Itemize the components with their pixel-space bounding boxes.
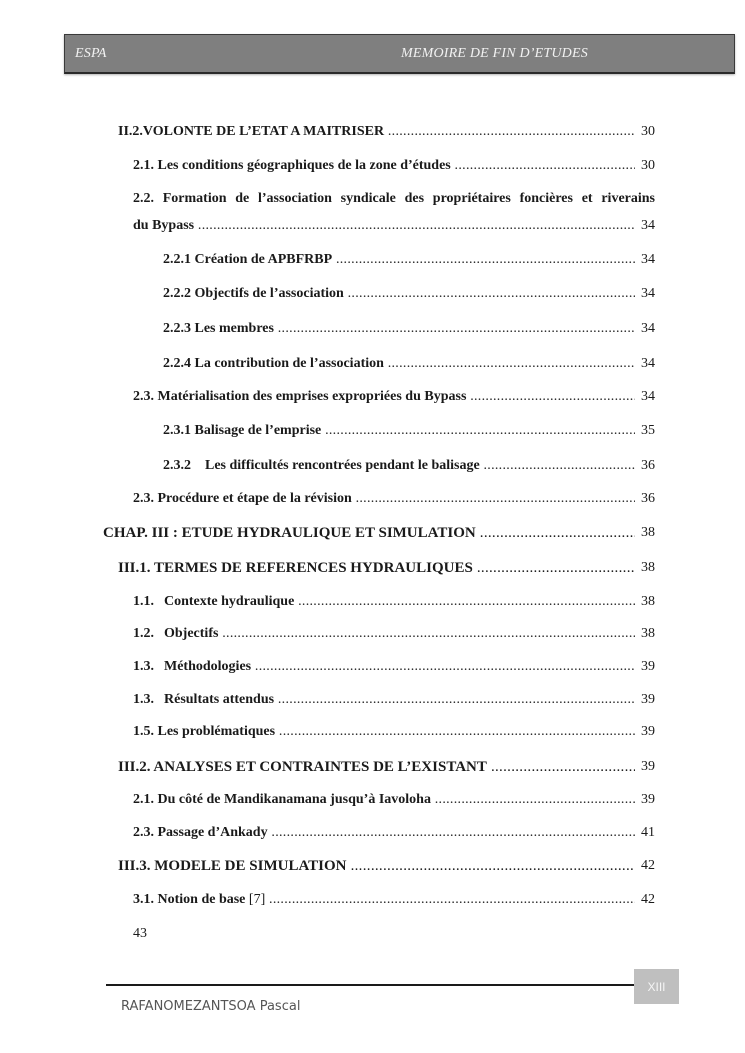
toc-entry[interactable] bbox=[133, 624, 655, 644]
toc-entry-label: 2.2.4 La contribution de l’association ..... bbox=[163, 354, 635, 374]
toc-entry-label: 2.3. Procédure et étape de la révision ..... bbox=[133, 489, 635, 509]
toc-entry[interactable] bbox=[118, 558, 655, 578]
footer-author: RAFANOMEZANTSOA Pascal bbox=[121, 999, 301, 1014]
toc-entry[interactable] bbox=[163, 421, 655, 441]
toc-entry-label: 2.2.2 Objectifs de l’association ..... bbox=[163, 284, 635, 304]
page-number-badge: XIII bbox=[634, 969, 679, 1004]
toc-entry-number: 1.1. bbox=[133, 594, 154, 609]
toc-entry-page: 38 bbox=[641, 626, 655, 641]
toc-entry[interactable] bbox=[103, 523, 655, 543]
toc-entry[interactable] bbox=[163, 250, 655, 270]
toc-entry[interactable] bbox=[163, 284, 655, 304]
toc-entry-label: du Bypass ..... bbox=[133, 216, 635, 236]
toc-entry[interactable] bbox=[133, 489, 655, 509]
toc-entry[interactable] bbox=[133, 890, 655, 910]
toc-entry-page: 38 bbox=[641, 525, 655, 540]
toc-entry[interactable] bbox=[163, 456, 655, 476]
toc-entry[interactable] bbox=[133, 387, 655, 407]
toc-entry-label: Contexte hydraulique bbox=[164, 594, 295, 609]
toc-entry-page: 41 bbox=[641, 825, 655, 840]
toc-entry[interactable] bbox=[133, 823, 655, 843]
toc-entry-page: 38 bbox=[641, 560, 655, 575]
toc-entry[interactable] bbox=[133, 690, 655, 710]
toc-entry-page: 42 bbox=[641, 858, 655, 873]
toc-entry-page: 39 bbox=[641, 659, 655, 674]
toc-entry-label: 2.2.3 Les membres ..... bbox=[163, 319, 635, 339]
page-header bbox=[64, 34, 735, 74]
toc-entry-number: 1.2. bbox=[133, 626, 154, 641]
toc-entry-number: 2.3.2 bbox=[163, 458, 191, 473]
toc-entry[interactable] bbox=[133, 216, 655, 236]
toc-entry-label: II.2.VOLONTE DE L’ETAT A MAITRISER ..... bbox=[118, 122, 635, 142]
toc-entry-label: III.1. TERMES DE REFERENCES HYDRAULIQUES ..... bbox=[118, 558, 635, 578]
toc-entry-page: 34 bbox=[641, 218, 655, 233]
toc-entry-number: 1.3. bbox=[133, 659, 154, 674]
toc-entry-page: 39 bbox=[641, 792, 655, 807]
toc-entry-label: III.2. ANALYSES ET CONTRAINTES DE L’EXISTANT ..... bbox=[118, 757, 635, 777]
toc-entry-label: III.3. MODELE DE SIMULATION ..... bbox=[118, 856, 635, 876]
toc-entry-page: 38 bbox=[641, 594, 655, 609]
toc-entry-page: 34 bbox=[641, 252, 655, 267]
toc-entry-page: 34 bbox=[641, 286, 655, 301]
toc-entry-page: 34 bbox=[641, 321, 655, 336]
toc-entry[interactable] bbox=[133, 156, 655, 176]
toc-entry-label: Objectifs bbox=[164, 626, 219, 641]
trailing-page-number: 43 bbox=[133, 926, 147, 941]
toc-entry-label: Méthodologies bbox=[164, 659, 252, 674]
toc-entry[interactable] bbox=[133, 722, 655, 742]
toc-entry-label: CHAP. III : ETUDE HYDRAULIQUE ET SIMULATION ..... bbox=[103, 523, 635, 543]
toc-entry-label: 3.1. Notion de base bbox=[133, 892, 246, 907]
toc-entry[interactable] bbox=[133, 592, 655, 612]
toc-entry-label: 2.3. Passage d’Ankady ..... bbox=[133, 823, 635, 843]
toc-entry-reference: [7] bbox=[245, 892, 266, 907]
toc-entry[interactable] bbox=[118, 122, 655, 142]
toc-entry[interactable] bbox=[163, 354, 655, 374]
toc-entry-label: Résultats attendus bbox=[164, 692, 275, 707]
toc-entry-label: 2.3.1 Balisage de l’emprise ..... bbox=[163, 421, 635, 441]
toc-entry-label-line1[interactable]: 2.2. Formation de l’association syndicale des propriétaires foncières et riverains bbox=[133, 191, 655, 206]
toc-entry-label: 2.2.1 Création de APBFRBP ..... bbox=[163, 250, 635, 270]
toc-entry-label: 2.1. Les conditions géographiques de la zone d’études ..... bbox=[133, 156, 635, 176]
header-left-text: ESPA bbox=[75, 46, 107, 61]
toc-entry-page: 30 bbox=[641, 158, 655, 173]
header-right-text: MEMOIRE DE FIN D’ETUDES bbox=[401, 46, 588, 61]
footer-divider bbox=[106, 984, 636, 986]
toc-entry-label: 2.1. Du côté de Mandikanamana jusqu’à Iavoloha ..... bbox=[133, 790, 635, 810]
toc-entry-page: 39 bbox=[641, 692, 655, 707]
toc-entry[interactable] bbox=[133, 657, 655, 677]
toc-entry-label: Les difficultés rencontrées pendant le balisage bbox=[205, 458, 480, 473]
toc-entry-page: 35 bbox=[641, 423, 655, 438]
toc-entry-page: 34 bbox=[641, 356, 655, 371]
toc-entry[interactable] bbox=[118, 856, 655, 876]
toc-entry-page: 39 bbox=[641, 724, 655, 739]
toc-entry-label: 1.5. Les problématiques ..... bbox=[133, 722, 635, 742]
toc-entry-page: 36 bbox=[641, 491, 655, 506]
toc-entry-page: 39 bbox=[641, 759, 655, 774]
toc-entry[interactable] bbox=[133, 790, 655, 810]
toc-entry-page: 42 bbox=[641, 892, 655, 907]
toc-entry-number: 1.3. bbox=[133, 692, 154, 707]
toc-entry[interactable] bbox=[118, 757, 655, 777]
toc-entry-page: 34 bbox=[641, 389, 655, 404]
toc-entry[interactable] bbox=[163, 319, 655, 339]
toc-entry-label: 2.3. Matérialisation des emprises expropriées du Bypass ..... bbox=[133, 387, 635, 407]
toc-entry-page: 36 bbox=[641, 458, 655, 473]
toc-entry-page: 30 bbox=[641, 124, 655, 139]
